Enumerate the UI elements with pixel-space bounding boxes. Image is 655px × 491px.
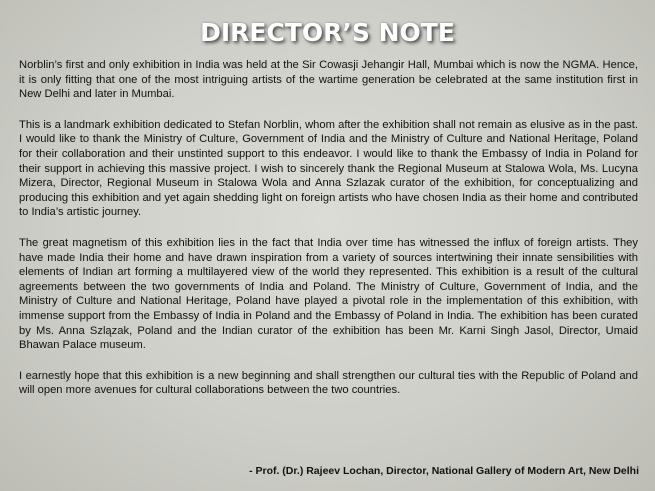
paragraph-4: I earnestly hope that this exhibition is a new beginning and shall strengthen our cultural ties with the Republic of Poland and will open more avenues for cultural collaborations between the two countries. [19, 369, 638, 397]
signature: - Prof. (Dr.) Rajeev Lochan, Director, National Gallery of Modern Art, New Delhi [249, 465, 639, 477]
page-title: DIRECTOR’S NOTE [200, 18, 455, 47]
note-body [19, 58, 638, 414]
paragraph-3: The great magnetism of this exhibition lies in the fact that India over time has witnessed the influx of foreign artists. They have made India their home and have drawn inspiration from a variety of sources intertwining their innate sensibilities with elements of Indian art forming a multilayered view of the world they represented. This exhibition is a result of the cultural agreements between the two governments of India and Poland. The Ministry of Culture, Government of India, and the Ministry of Culture and National Heritage, Poland have played a pivotal role in the implementation of this exhibition, with immense support from the Embassy of India in Poland and the Embassy of Poland in India. The exhibition has been curated by Ms. Anna Szlązak, Poland and the Indian curator of the exhibition has been Mr. Karni Singh Jasol, Director, Umaid Bhawan Palace museum. [19, 236, 638, 352]
paragraph-1: Norblin’s first and only exhibition in India was held at the Sir Cowasji Jehangir Hall, Mumbai which is now the NGMA. Hence, it is only fitting that one of the most intriguing artists of the wartime generation be celebrated at the same institution first in New Delhi and later in Mumbai. [19, 59, 638, 101]
paragraph-2: This is a landmark exhibition dedicated to Stefan Norblin, whom after the exhibition shall not remain as elusive as in the past. I would like to thank the Ministry of Culture, Government of India and the Ministry of Culture and National Heritage, Poland for their collaboration and their unstinted support to this endeavor. I would like to thank the Embassy of India in Poland for their support in achieving this massive project. I wish to sincerely thank the Regional Museum at Stalowa Wola, Ms. Lucyna Mizera, Director, Regional Museum in Stalowa Wola and Anna Szlazak curator of the exhibition, for conceptualizing and producing this exhibition and yet again shedding light on foreign artists who have chosen India as their home and contributed to India’s artistic journey. [19, 118, 638, 219]
